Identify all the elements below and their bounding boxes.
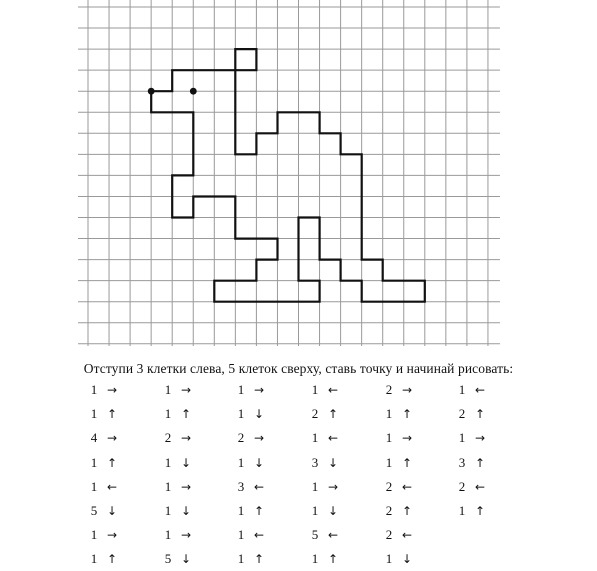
step-count: 1 [237,454,245,470]
command-step [235,428,267,448]
step-count: 1 [90,551,98,567]
step-count: 1 [311,478,319,494]
step-count: 2 [458,478,466,494]
step-count: 1 [311,503,319,518]
arrow-up-icon: ↑ [401,504,413,518]
step-count: 5 [164,551,172,567]
arrow-right-icon: → [106,528,118,543]
step-count: 1 [311,382,319,397]
step-count: 1 [385,406,393,422]
arrow-left-icon: ← [327,383,339,397]
command-step [383,380,415,400]
step-count: 2 [164,430,172,446]
arrow-up-icon: ↑ [253,552,265,567]
arrow-left-icon: ← [253,479,265,494]
command-step [88,380,120,400]
step-count: 1 [385,551,393,567]
eye-dot [190,88,197,95]
arrow-up-icon: ↑ [327,552,339,567]
command-step [309,428,341,448]
command-step [162,453,194,473]
arrow-left-icon: ← [327,431,339,446]
step-count: 1 [164,527,172,543]
step-count: 1 [90,478,98,494]
command-step [235,525,267,545]
instruction-text: Отступи 3 клетки слева, 5 клеток сверху, ставь точку и начинай рисовать: [83,361,514,376]
command-step [162,380,194,400]
step-count: 1 [237,551,245,567]
command-step [162,549,194,569]
arrow-down-icon: ↓ [180,455,192,470]
arrow-left-icon: ← [253,528,265,543]
arrow-right-icon: → [180,479,192,494]
arrow-up-icon: ↑ [327,407,339,422]
start-dot [148,88,155,95]
command-step [383,549,415,569]
command-step [88,404,120,424]
command-step [456,453,488,473]
step-count: 1 [164,382,172,397]
command-step [235,501,267,521]
arrow-right-icon: → [474,431,486,446]
arrow-down-icon: ↓ [253,455,265,470]
command-step [383,525,415,545]
arrow-down-icon: ↓ [327,455,339,470]
command-step [88,525,120,545]
step-count: 5 [311,527,319,543]
arrow-up-icon: ↑ [401,407,413,422]
step-count: 1 [385,454,393,470]
step-count: 3 [458,454,466,470]
arrow-right-icon: → [401,383,413,397]
step-count: 1 [90,406,98,422]
command-step [456,428,488,448]
arrow-right-icon: → [180,528,192,543]
command-step [235,453,267,473]
arrow-up-icon: ↑ [180,407,192,422]
command-step [162,525,194,545]
command-step [309,549,341,569]
step-count: 4 [90,430,98,446]
arrow-up-icon: ↑ [401,455,413,470]
command-step [235,404,267,424]
command-step [235,549,267,569]
command-step [383,453,415,473]
step-count: 1 [458,503,466,518]
step-count: 3 [311,454,319,470]
command-step [235,380,267,400]
step-count: 1 [311,430,319,446]
command-step [309,380,341,400]
step-count: 1 [458,382,466,397]
step-count: 5 [90,503,98,518]
arrow-up-icon: ↑ [106,407,118,422]
arrow-down-icon: ↓ [106,504,118,518]
command-step [309,477,341,497]
step-count: 2 [385,478,393,494]
arrow-right-icon: → [253,383,265,397]
arrow-down-icon: ↓ [253,407,265,422]
grid-lines [78,0,500,346]
arrow-right-icon: → [180,431,192,446]
command-step [309,404,341,424]
step-count: 1 [237,382,245,397]
command-step [88,428,120,448]
arrow-right-icon: → [180,383,192,397]
arrow-down-icon: ↓ [327,504,339,518]
command-step [88,549,120,569]
arrow-right-icon: → [401,431,413,446]
step-count: 1 [164,454,172,470]
command-step [162,501,194,521]
arrow-right-icon: → [106,383,118,397]
command-step [162,477,194,497]
arrow-up-icon: ↑ [474,407,486,422]
command-step [162,428,194,448]
command-step [383,404,415,424]
step-count: 1 [90,382,98,397]
step-count: 2 [385,382,393,397]
command-step [88,453,120,473]
arrow-left-icon: ← [327,528,339,543]
command-step [309,525,341,545]
command-step [456,501,488,521]
arrow-right-icon: → [106,431,118,446]
arrow-left-icon: ← [106,479,118,494]
arrow-right-icon: → [253,431,265,446]
arrow-left-icon: ← [401,479,413,494]
command-step [456,380,488,400]
step-count: 2 [385,503,393,518]
step-count: 1 [311,551,319,567]
step-count: 2 [237,430,245,446]
step-count: 1 [164,406,172,422]
arrow-left-icon: ← [474,479,486,494]
step-count: 2 [311,406,319,422]
arrow-up-icon: ↑ [253,504,265,518]
command-step [309,501,341,521]
command-step [309,453,341,473]
arrow-left-icon: ← [401,528,413,543]
step-count: 1 [458,430,466,446]
command-step [383,501,415,521]
step-count: 1 [164,478,172,494]
arrow-down-icon: ↓ [180,552,192,567]
arrow-up-icon: ↑ [474,504,486,518]
step-count: 2 [458,406,466,422]
step-count: 2 [385,527,393,543]
arrow-right-icon: → [327,479,339,494]
step-count: 1 [237,527,245,543]
command-step [88,501,120,521]
arrow-up-icon: ↑ [474,455,486,470]
command-step [456,404,488,424]
step-count: 1 [237,406,245,422]
command-step [235,477,267,497]
step-count: 1 [164,503,172,518]
command-step [383,428,415,448]
arrow-up-icon: ↑ [106,552,118,567]
step-count: 1 [385,430,393,446]
arrow-down-icon: ↓ [401,552,413,567]
command-step [456,477,488,497]
command-step [383,477,415,497]
arrow-left-icon: ← [474,383,486,397]
step-count: 1 [237,503,245,518]
arrow-down-icon: ↓ [180,504,192,518]
arrow-up-icon: ↑ [106,455,118,470]
command-step [88,477,120,497]
step-count: 3 [237,478,245,494]
step-count: 1 [90,527,98,543]
step-count: 1 [90,454,98,470]
command-step [162,404,194,424]
